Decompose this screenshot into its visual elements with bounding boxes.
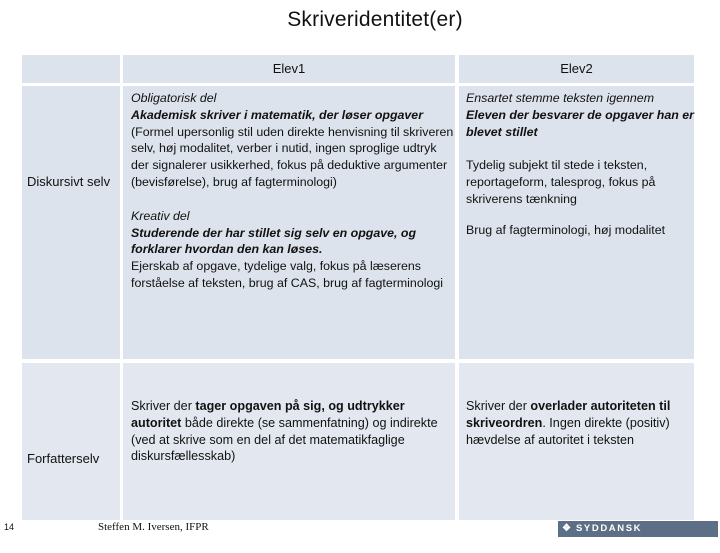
cell-diskursivt-elev2	[459, 86, 694, 359]
slide-title: Skriveridentitet(er)	[287, 8, 463, 31]
elev2-subject-description: Tydelig subjekt til stede i teksten, reportageform, talesprog, fokus på skriverens tænkning	[466, 158, 656, 206]
elev1-author-post: både direkte (se sammenfatning) og indirekte (ved at skrive som en del af det matematikfaglige diskursfællesskab)	[131, 415, 438, 464]
footer-author: Steffen M. Iversen, IFPR	[98, 521, 209, 533]
corner-cell	[22, 55, 120, 83]
elev2-author-pre: Skriver der	[466, 399, 531, 413]
obligatorisk-heading: Obligatorisk del	[131, 91, 217, 105]
page-number: 14	[4, 522, 15, 532]
elev2-author-post: . Ingen direkte (positiv) hævdelse af autoritet i teksten	[466, 415, 670, 447]
elev2-terminology: Brug af fagterminologi, høj modalitet	[466, 222, 666, 237]
logo-text: SYDDANSK UNIVERSITET.DK	[576, 523, 677, 550]
elev1-author-bold: tager opgaven på sig, og udtrykker autoritet	[131, 399, 405, 430]
column-header-elev2: Elev2	[459, 55, 694, 83]
row-label-cell-2	[22, 363, 120, 520]
row-label-forfatterselv: Forfatterselv	[27, 451, 100, 466]
university-logo	[558, 521, 718, 550]
column-header-elev1: Elev1	[123, 55, 455, 83]
kreativ-description: Ejerskab af opgave, tydelige valg, fokus på læserens forståelse af teksten, brug af CAS, brug af fagterminologi	[131, 259, 443, 290]
cell-forfatterselv-elev1	[123, 363, 455, 520]
logo-mark-icon: ❖	[562, 523, 573, 534]
elev2-role: Eleven der besvarer de opgaver han er blevet stillet	[466, 107, 694, 139]
obligatorisk-description: (Formel upersonlig stil uden direkte henvisning til skriveren selv, høj modalitet, verber i nutid, ingen sproglige udtryk der signalerer usikkerhed, fokus på deduktive argumenter (bevisførelse), brug af fagterminologi)	[131, 124, 454, 189]
elev2-voice-heading: Ensartet stemme teksten igennem	[466, 91, 655, 105]
kreativ-heading: Kreativ del	[131, 208, 190, 223]
cell-forfatterselv-elev2	[459, 363, 694, 520]
elev2-author-bold: overlader autoriteten til skriveordren	[466, 399, 671, 430]
obligatorisk-role: Akademisk skriver i matematik, der løser opgaver	[131, 107, 424, 122]
kreativ-role: Studerende der har stillet sig selv en opgave, og forklarer hvordan den kan løses.	[131, 225, 417, 257]
elev1-author-pre: Skriver der	[131, 399, 196, 413]
cell-diskursivt-elev1	[123, 86, 455, 359]
row-label-cell	[22, 86, 120, 359]
row-label-diskursivt: Diskursivt selv	[27, 174, 111, 189]
